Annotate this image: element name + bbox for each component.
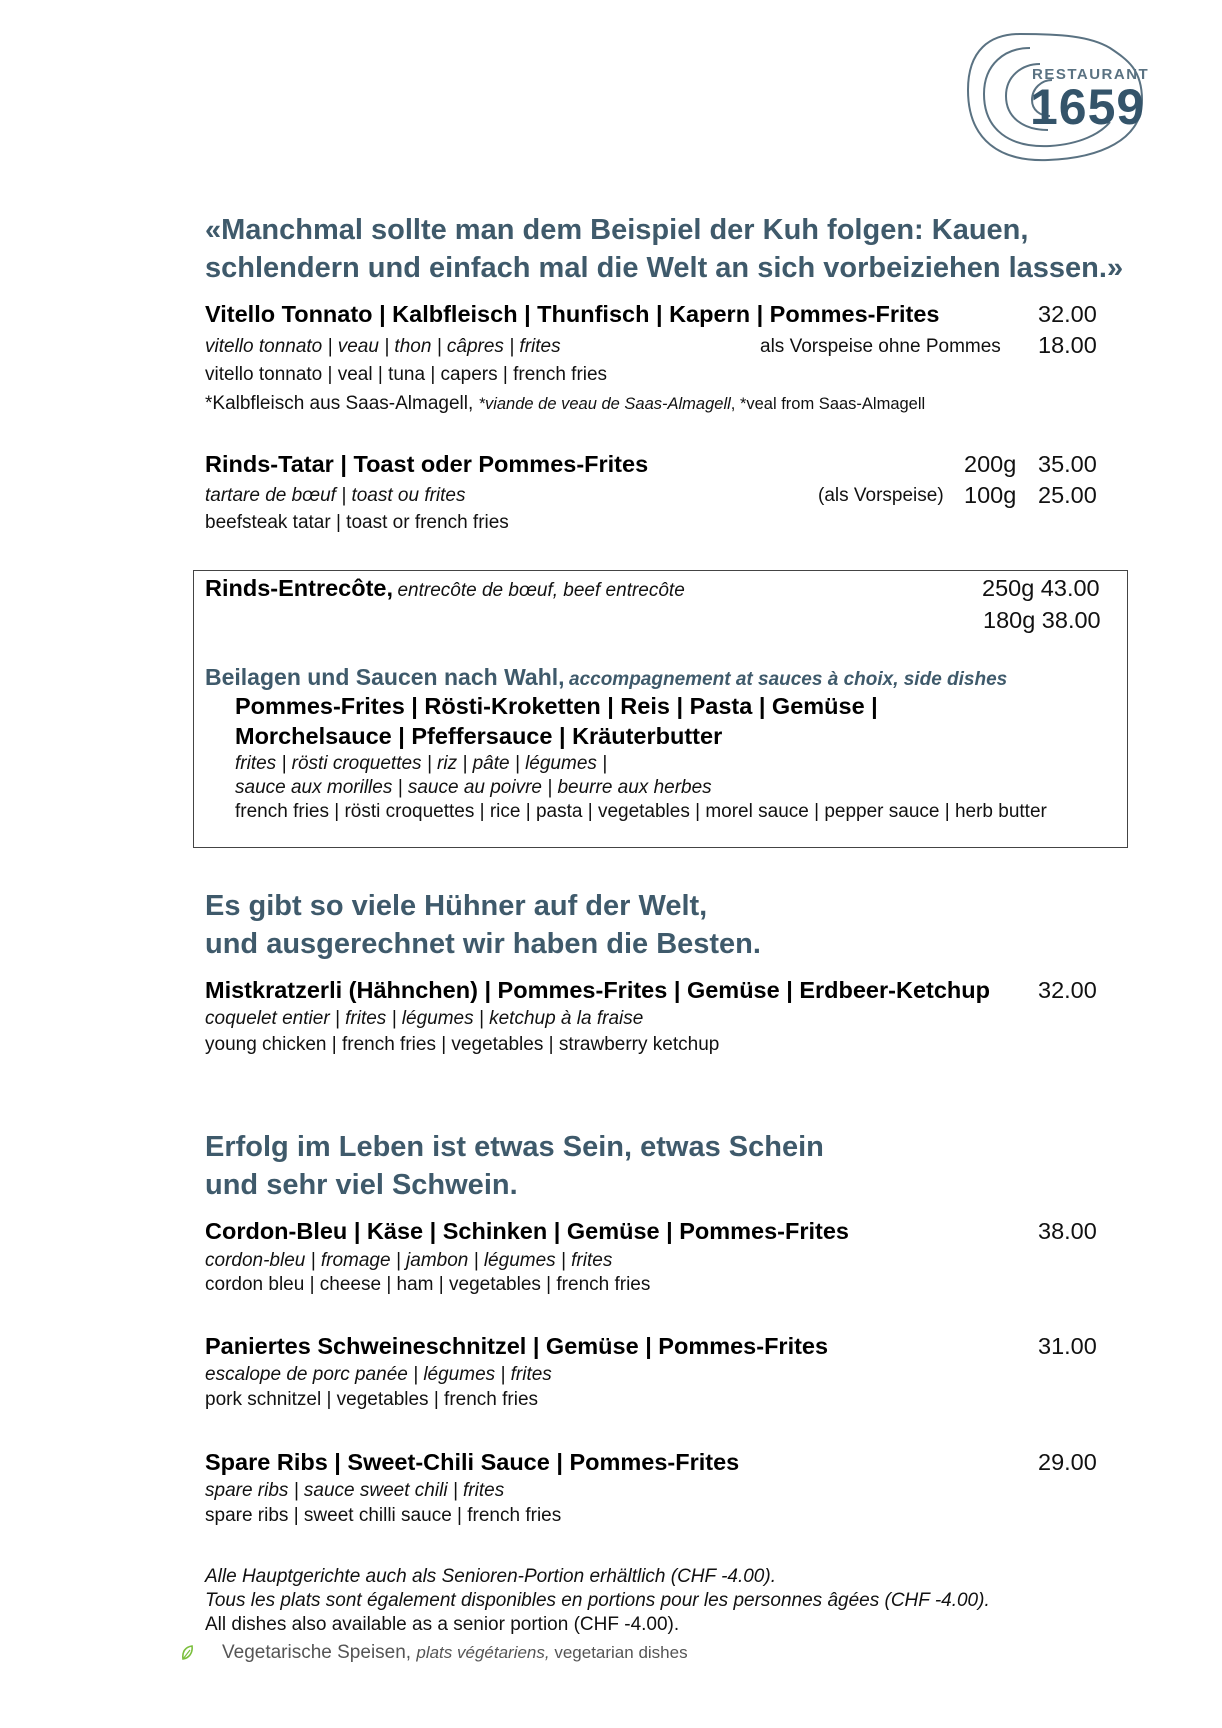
- tatar-size2: 100g: [964, 482, 1017, 508]
- entrecote-title: Rinds-Entrecôte,: [205, 575, 394, 601]
- sides-line2: Morchelsauce | Pfeffersauce | Kräuterbutter: [235, 723, 723, 749]
- schnitzel-title: Paniertes Schweineschnitzel | Gemüse | Pommes-Frites: [205, 1333, 829, 1359]
- veg-legend-fr: plats végétariens,: [416, 1643, 550, 1662]
- section1-quote-line1: «Manchmal sollte man dem Beispiel der Kuh folgen: Kauen,: [205, 214, 1029, 246]
- vitello-note-fr: *viande de veau de Saas-Almagell: [478, 395, 731, 413]
- chicken-title: Mistkratzerli (Hähnchen) | Pommes-Frites | Gemüse | Erdbeer-Ketchup: [205, 977, 990, 1003]
- veg-legend-en: vegetarian dishes: [549, 1643, 688, 1662]
- sides-en: french fries | rösti croquettes | rice | pasta | vegetables | morel sauce | pepper sauce | herb butter: [235, 801, 1047, 822]
- entrecote-subtitle: entrecôte de bœuf, beef entrecôte: [397, 580, 685, 601]
- vitello-starter-label: als Vorspeise ohne Pommes: [760, 336, 1001, 357]
- chicken-fr: coquelet entier | frites | légumes | ketchup à la fraise: [205, 1008, 644, 1029]
- vitello-fr: vitello tonnato | veau | thon | câpres | frites: [205, 336, 561, 357]
- entrecote-option2: 180g 38.00: [983, 607, 1101, 633]
- vegetarian-leaf-icon: [181, 1645, 195, 1661]
- senior-note-fr: Tous les plats sont également disponibles en portions pour les personnes âgées (CHF -4.00).: [205, 1590, 990, 1611]
- cordon-price: 38.00: [1038, 1218, 1097, 1244]
- tatar-price1: 35.00: [1038, 451, 1097, 477]
- section1-quote-line2: schlendern und einfach mal die Welt an sich vorbeiziehen lassen.»: [205, 252, 1124, 284]
- tatar-price2: 25.00: [1038, 482, 1097, 508]
- ribs-price: 29.00: [1038, 1449, 1097, 1475]
- vitello-starter-price: 18.00: [1038, 332, 1097, 358]
- schnitzel-price: 31.00: [1038, 1333, 1097, 1359]
- vitello-note-en: , *veal from Saas-Almagell: [730, 395, 926, 413]
- vitello-en: vitello tonnato | veal | tuna | capers | french fries: [205, 364, 608, 385]
- tatar-fr: tartare de bœuf | toast ou frites: [205, 485, 466, 506]
- sides-fr2: sauce aux morilles | sauce au poivre | beurre aux herbes: [235, 777, 712, 798]
- ribs-en: spare ribs | sweet chilli sauce | french fries: [205, 1505, 562, 1526]
- sides-fr1: frites | rösti croquettes | riz | pâte | légumes |: [235, 753, 608, 774]
- tatar-title: Rinds-Tatar | Toast oder Pommes-Frites: [205, 451, 649, 477]
- section3-quote-line1: Erfolg im Leben ist etwas Sein, etwas Schein: [205, 1131, 824, 1163]
- vitello-title: Vitello Tonnato | Kalbfleisch | Thunfisch | Kapern | Pommes-Frites: [205, 301, 940, 327]
- vitello-note: [205, 393, 925, 415]
- cordon-fr: cordon-bleu | fromage | jambon | légumes | frites: [205, 1250, 613, 1271]
- section2-quote-line2: und ausgerechnet wir haben die Besten.: [205, 928, 761, 960]
- vitello-price: 32.00: [1038, 301, 1097, 327]
- chicken-price: 32.00: [1038, 977, 1097, 1003]
- ribs-title: Spare Ribs | Sweet-Chili Sauce | Pommes-Frites: [205, 1449, 740, 1475]
- cordon-title: Cordon-Bleu | Käse | Schinken | Gemüse | Pommes-Frites: [205, 1218, 849, 1244]
- tatar-size1: 200g: [964, 451, 1017, 477]
- sides-line1: Pommes-Frites | Rösti-Kroketten | Reis | Pasta | Gemüse |: [235, 693, 878, 719]
- chicken-en: young chicken | french fries | vegetables | strawberry ketchup: [205, 1034, 720, 1055]
- logo-number: 1659: [1030, 79, 1146, 135]
- logo-word: RESTAURANT: [1032, 66, 1150, 83]
- schnitzel-fr: escalope de porc panée | légumes | frites: [205, 1364, 552, 1385]
- tatar-starter-label: (als Vorspeise): [818, 485, 944, 506]
- cordon-en: cordon bleu | cheese | ham | vegetables | french fries: [205, 1274, 651, 1295]
- ribs-fr: spare ribs | sauce sweet chili | frites: [205, 1480, 505, 1501]
- senior-note-en: All dishes also available as a senior portion (CHF -4.00).: [205, 1614, 680, 1635]
- sides-title: Beilagen und Saucen nach Wahl,: [205, 664, 565, 690]
- entrecote-option1: 250g 43.00: [982, 575, 1100, 601]
- section3-quote-line2: und sehr viel Schwein.: [205, 1169, 518, 1201]
- vegetarian-legend: [222, 1642, 688, 1664]
- sides-subtitle: accompagnement at sauces à choix, side dishes: [569, 669, 1008, 690]
- entrecote-heading: [205, 575, 685, 602]
- veg-legend-de: Vegetarische Speisen,: [222, 1642, 417, 1663]
- senior-note-de: Alle Hauptgerichte auch als Senioren-Portion erhältlich (CHF -4.00).: [205, 1566, 776, 1587]
- section2-quote-line1: Es gibt so viele Hühner auf der Welt,: [205, 890, 708, 922]
- schnitzel-en: pork schnitzel | vegetables | french fries: [205, 1389, 539, 1410]
- vitello-note-de: *Kalbfleisch aus Saas-Almagell,: [205, 393, 479, 414]
- tatar-en: beefsteak tatar | toast or french fries: [205, 512, 509, 533]
- sides-heading: [205, 664, 1007, 691]
